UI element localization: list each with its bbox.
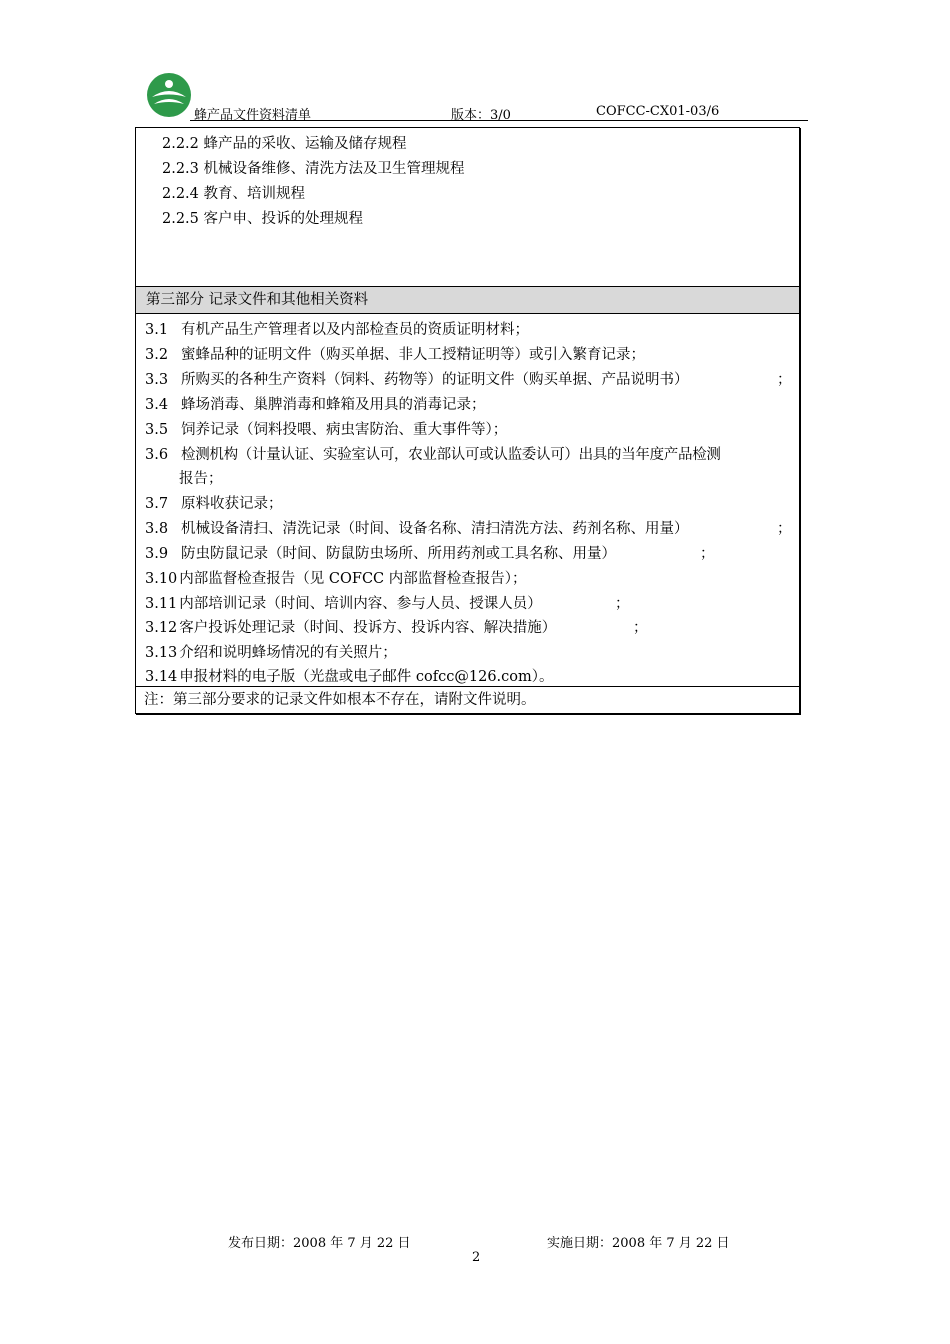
list-item: 2.2.3 机械设备维修、清洗方法及卫生管理规程 bbox=[162, 161, 465, 177]
list-item: 3.10 内部监督检查报告（见 COFCC 内部监督检查报告）； bbox=[145, 571, 527, 587]
list-item: 3.7 原料收获记录； bbox=[145, 496, 283, 512]
note-text: 注：第三部分要求的记录文件如根本不存在，请附文件说明。 bbox=[144, 692, 536, 708]
list-item: 3.12 客户投诉处理记录（时间、投诉方、投诉内容、解决措施） ； bbox=[145, 620, 648, 636]
document-code: COFCC-CX01-03/6 bbox=[596, 104, 720, 119]
version-label: 版本：3/0 bbox=[451, 108, 511, 123]
header-rule bbox=[190, 120, 808, 121]
list-item: 3.9 防虫防鼠记录（时间、防鼠防虫场所、所用药剂或工具名称、用量） ； bbox=[145, 546, 715, 562]
list-item: 3.11 内部培训记录（时间、培训内容、参与人员、授课人员） ； bbox=[145, 596, 630, 612]
issue-date: 发布日期：2008 年 7 月 22 日 bbox=[228, 1236, 411, 1251]
list-item: 2.2.4 教育、培训规程 bbox=[162, 186, 306, 202]
list-item: 3.6 检测机构（计量认证、实验室认可，农业部认可或认监委认可）出具的当年度产品检测 bbox=[145, 447, 721, 463]
list-item: 3.1 有机产品生产管理者以及内部检查员的资质证明材料； bbox=[145, 322, 529, 338]
list-item: 3.4 蜂场消毒、巢脾消毒和蜂箱及用具的消毒记录； bbox=[145, 397, 486, 413]
effective-date: 实施日期：2008 年 7 月 22 日 bbox=[547, 1236, 730, 1251]
list-item: 3.8 机械设备清扫、清洗记录（时间、设备名称、清扫清洗方法、药剂名称、用量） ； bbox=[145, 521, 792, 537]
list-item: 3.13 介绍和说明蜂场情况的有关照片； bbox=[145, 645, 397, 661]
document-table bbox=[135, 127, 800, 714]
section3-list bbox=[136, 314, 799, 687]
list-item-continuation: 报告； bbox=[179, 471, 223, 487]
section3-title: 第三部分 记录文件和其他相关资料 bbox=[136, 287, 799, 314]
list-item: 3.5 饲养记录（饲料投喂、病虫害防治、重大事件等）； bbox=[145, 422, 508, 438]
list-item: 3.3 所购买的各种生产资料（饲料、药物等）的证明文件（购买单据、产品说明书） ； bbox=[145, 372, 792, 388]
organic-certification-logo bbox=[144, 70, 194, 120]
document-title: 蜂产品文件资料清单 bbox=[194, 108, 312, 123]
list-item: 3.14 申报材料的电子版（光盘或电子邮件 cofcc@126.com）。 bbox=[145, 669, 554, 685]
page-header bbox=[138, 66, 808, 122]
page-number: 2 bbox=[472, 1250, 481, 1265]
list-item: 2.2.2 蜂产品的采收、运输及储存规程 bbox=[162, 136, 407, 152]
list-item: 3.2 蜜蜂品种的证明文件（购买单据、非人工授精证明等）或引入繁育记录； bbox=[145, 347, 645, 363]
list-item: 2.2.5 客户申、投诉的处理规程 bbox=[162, 211, 364, 227]
section2-continuation bbox=[136, 128, 799, 287]
